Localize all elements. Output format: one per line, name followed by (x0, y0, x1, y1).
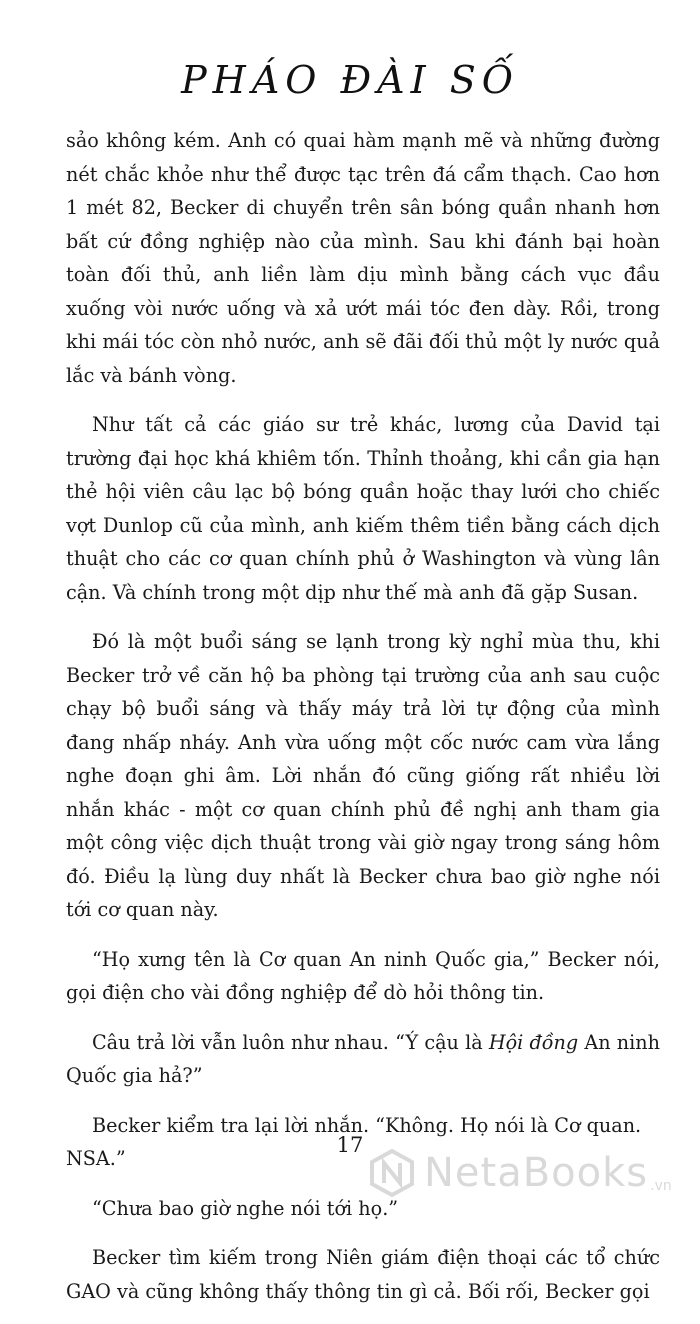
paragraph-1: sảo không kém. Anh có quai hàm mạnh mẽ và những đường nét chắc khỏe như thể được tạc trên đá cẩm thạch. Cao hơn 1 mét 82, Becker di chuyển trên sân bóng quần nhanh hơn bất cứ đồng nghiệp nào của mình. Sau khi đánh bại hoàn toàn đối thủ, anh liền làm dịu mình bằng cách vục đầu xuống vòi nước uống và xả ướt mái tóc đen dày. Rồi, trong khi mái tóc còn nhỏ nước, anh sẽ đãi đối thủ một ly nước quả lắc và bánh vòng. (66, 129, 660, 387)
netabooks-logo-icon (368, 1149, 416, 1197)
paragraph-5-italic: Hội đồng (488, 1030, 579, 1054)
paragraph-6: Becker kiểm tra lại lời nhắn. “Không. Họ nói là Cơ quan. NSA.” (66, 1113, 642, 1170)
paragraph-5-after: An ninh Quốc gia hả?” (66, 1030, 660, 1087)
paragraph-5-before: Câu trả lời vẫn luôn như nhau. “Ý cậu là (92, 1030, 489, 1054)
paragraph-2: Như tất cả các giáo sư trẻ khác, lương của David tại trường đại học khá khiêm tốn. Thỉnh thoảng, khi cần gia hạn thẻ hội viên câu lạc bộ bóng quần hoặc thay lưới cho chiếc vợt Dunlop cũ của mình, anh kiếm thêm tiền bằng cách dịch thuật cho các cơ quan chính phủ ở Washington và vùng lân cận. Và chính trong một dịp như thế mà anh đã gặp Susan. (66, 413, 660, 604)
running-title: PHÁO ĐÀI SỐ (181, 58, 519, 102)
watermark-brand: NetaBooks (424, 1150, 649, 1196)
paragraph-4: “Họ xưng tên là Cơ quan An ninh Quốc gia,” Becker nói, gọi điện cho vài đồng nghiệp để dò hỏi thông tin. (66, 947, 660, 1004)
watermark-suffix: .vn (650, 1178, 672, 1194)
paragraph-8: Becker tìm kiếm trong Niên giám điện thoại các tổ chức GAO và cũng không thấy thông tin gì cả. Bối rối, Becker gọi (66, 1246, 660, 1303)
paragraph-7: “Chưa bao giờ nghe nói tới họ.” (92, 1196, 399, 1220)
paragraph-3: Đó là một buổi sáng se lạnh trong kỳ nghỉ mùa thu, khi Becker trở về căn hộ ba phòng tại trường của anh sau cuộc chạy bộ buổi sáng và thấy máy trả lời tự động của mình đang nhấp nháy. Anh vừa uống một cốc nước cam vừa lắng nghe đoạn ghi âm. Lời nhắn đó cũng giống rất nhiều lời nhắn khác - một cơ quan chính phủ đề nghị anh tham gia một công việc dịch thuật trong vài giờ ngay trong sáng hôm đó. Điều lạ lùng duy nhất là Becker chưa bao giờ nghe nói tới cơ quan này. (66, 630, 660, 921)
paragraph-5 (66, 1026, 660, 1093)
page-number: 17 (336, 1133, 364, 1157)
watermark (368, 1138, 698, 1208)
